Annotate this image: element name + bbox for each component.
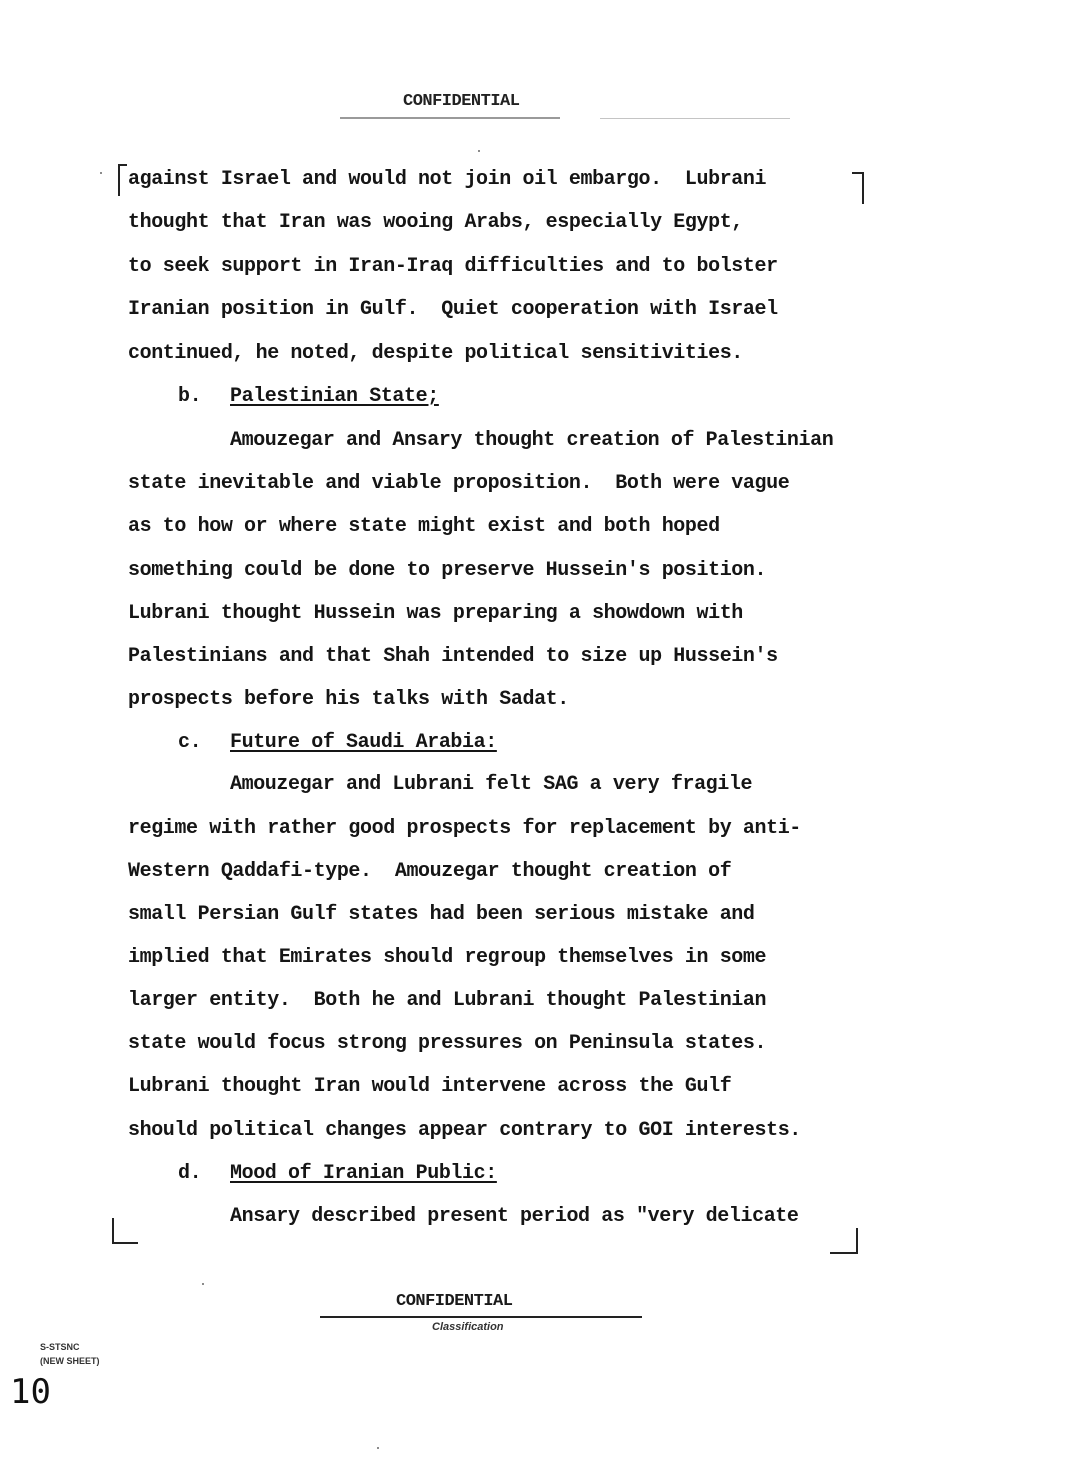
section-b-heading: Palestinian State; [230,385,439,408]
scan-speck [202,1283,204,1285]
corner-bracket-bottom-left [112,1218,138,1244]
form-note: (NEW SHEET) [40,1356,100,1366]
header-smudge [340,117,560,119]
corner-bracket-top-left [118,164,127,196]
section-d-label: d. [178,1162,202,1185]
corner-bracket-top-right [852,172,864,204]
section-c-line-7: state would focus strong pressures on Peninsula states. [128,1032,767,1055]
header-classification: CONFIDENTIAL [403,92,520,111]
scan-speck [377,1447,379,1449]
footer-rule [320,1316,642,1318]
section-c-line-5: implied that Emirates should regroup themselves in some [128,946,767,969]
para-a-line-5: continued, he noted, despite political sensitivities. [128,342,743,365]
corner-bracket-bottom-right [830,1228,858,1254]
footer-classification: CONFIDENTIAL [396,1292,513,1311]
section-b-line-5: Lubrani thought Hussein was preparing a showdown with [128,602,743,625]
section-c-line-9: should political changes appear contrary to GOI interests. [128,1119,801,1142]
section-c-heading: Future of Saudi Arabia: [230,731,497,754]
section-b-line-7: prospects before his talks with Sadat. [128,688,569,711]
para-a-line-4: Iranian position in Gulf. Quiet cooperation with Israel [128,298,778,321]
section-c-line-3: Western Qaddafi-type. Amouzegar thought creation of [128,860,732,883]
section-b-line-6: Palestinians and that Shah intended to size up Hussein's [128,645,778,668]
section-d-line-1: Ansary described present period as "very delicate [230,1205,799,1228]
section-d-heading: Mood of Iranian Public: [230,1162,497,1185]
section-b-line-2: state inevitable and viable proposition. Both were vague [128,472,790,495]
section-c-line-6: larger entity. Both he and Lubrani thought Palestinian [128,989,767,1012]
section-c-line-8: Lubrani thought Iran would intervene across the Gulf [128,1075,732,1098]
para-a-line-3: to seek support in Iran-Iraq difficulties and to bolster [128,255,778,278]
section-b-label: b. [178,385,202,408]
section-c-label: c. [178,731,202,754]
section-b-line-4: something could be done to preserve Hussein's position. [128,559,767,582]
para-a-line-2: thought that Iran was wooing Arabs, especially Egypt, [128,211,743,234]
scan-speck [478,150,480,152]
section-b-line-3: as to how or where state might exist and both hoped [128,515,720,538]
header-smudge-right [600,118,790,119]
para-a-line-1: against Israel and would not join oil embargo. Lubrani [128,168,767,191]
page-number: 10 [10,1372,51,1412]
scan-speck [100,172,102,174]
section-c-line-4: small Persian Gulf states had been serious mistake and [128,903,755,926]
section-c-line-1: Amouzegar and Lubrani felt SAG a very fragile [230,773,753,796]
form-id: S-STSNC [40,1342,80,1352]
section-c-line-2: regime with rather good prospects for replacement by anti- [128,817,801,840]
footer-classification-caption: Classification [432,1321,504,1333]
section-b-line-1: Amouzegar and Ansary thought creation of Palestinian [230,429,834,452]
